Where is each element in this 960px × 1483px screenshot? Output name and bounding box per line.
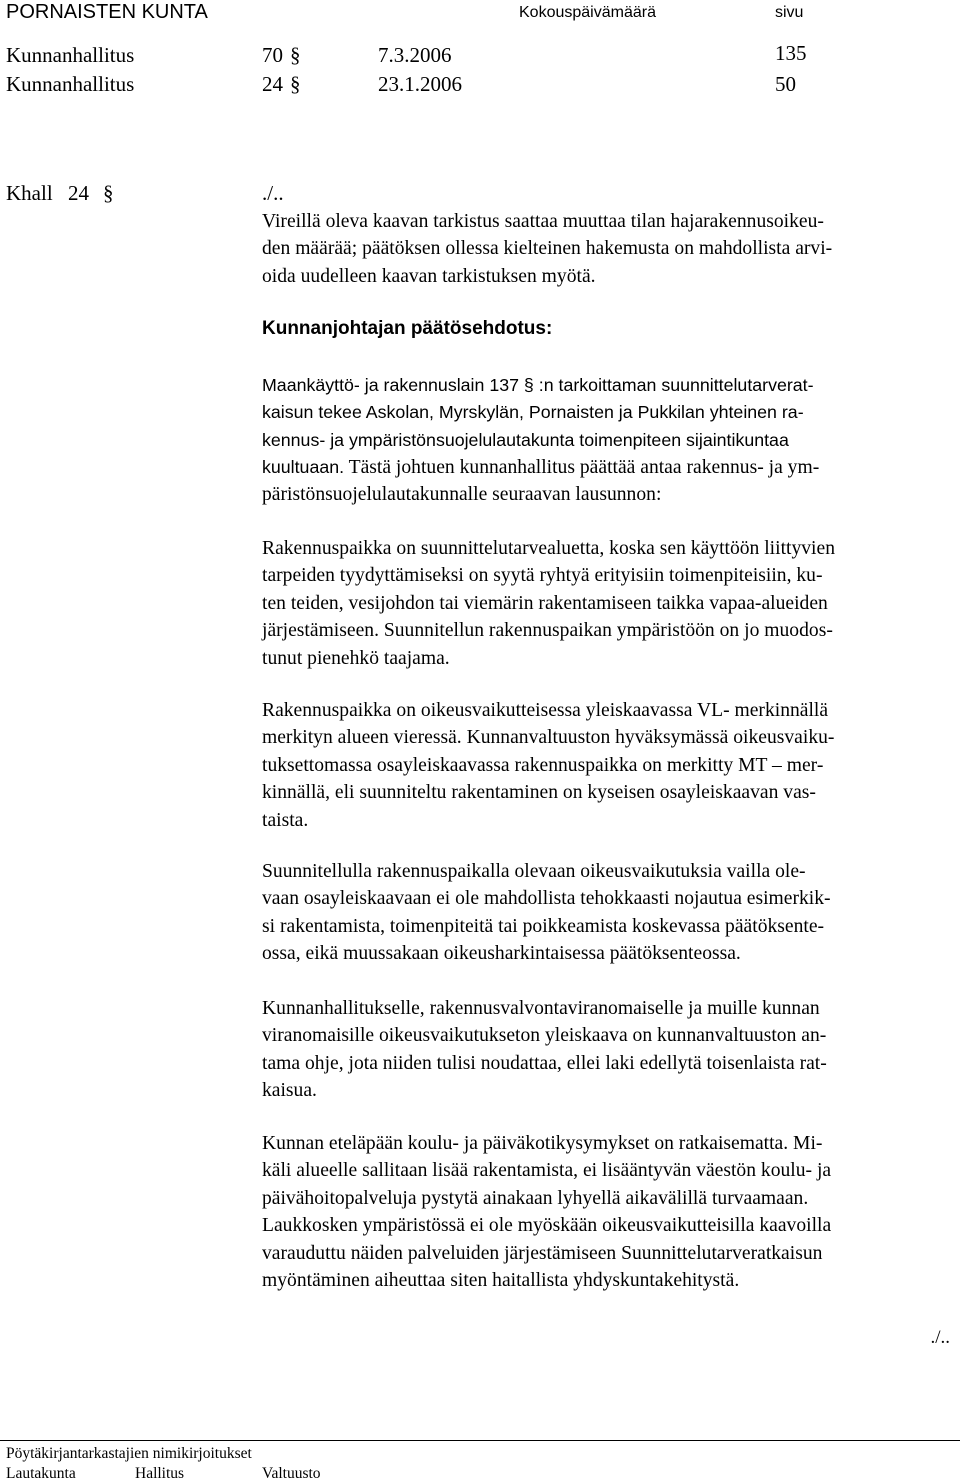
text-line: viranomaisille oikeusvaikutukseton yleiskaava on kunnanvaltuuston an-	[262, 1025, 827, 1047]
section-sign: §	[290, 43, 301, 67]
text-line: kaisun tekee Askolan, Myrskylän, Pornaisten ja Pukkilan yhteinen ra-	[262, 402, 804, 423]
signature-cell-board: Lautakunta	[6, 1465, 76, 1482]
proposal-heading: Kunnanjohtajan päätösehdotus:	[262, 318, 553, 339]
paragraph-authorities	[262, 995, 827, 1105]
text-line: tuksettomassa osayleiskaavassa rakennuspaikka on merkitty MT – mer-	[262, 754, 824, 776]
text-fragment-sans: kuultuaan.	[262, 457, 345, 477]
text-fragment-serif: Tästä johtuen kunnanhallitus päättää antaa rakennus- ja ym-	[344, 457, 820, 478]
text-line: kennus- ja ympäristönsuojelulautakunta toimenpiteen sijaintikuntaa	[262, 429, 789, 450]
text-line: tama ohje, jota niiden tulisi noudattaa, ellei laki edellytä toisenlaista rat-	[262, 1052, 827, 1074]
text-line: kinnällä, eli suunniteltu rakentaminen on kyseisen osayleiskaavan vas-	[262, 782, 816, 804]
signature-cell-government: Hallitus	[135, 1465, 185, 1482]
proposal-paragraph-continued	[262, 454, 819, 509]
text-line: Laukkosken ympäristössä ei ole myöskään oikeusvaikutteisilla kaavoilla	[262, 1215, 832, 1237]
paragraph-general-plan	[262, 697, 834, 834]
text-line: Rakennuspaikka on suunnittelutarvealuetta, koska sen käyttöön liittyvien	[262, 538, 835, 559]
text-line: tunut pienehkö taajama.	[262, 647, 450, 669]
text-line: tarpeiden tyydyttämiseksi on syytä ryhtyä erityisiin toimenpiteisiin, ku-	[262, 565, 823, 587]
date-column-label: Kokouspäivämäärä	[519, 4, 656, 21]
text-line: järjestämiseen. Suunnitellun rakennuspaikan ympäristöön on jo muodos-	[262, 620, 833, 642]
meeting-page: 50	[775, 72, 796, 96]
organization-name: PORNAISTEN KUNTA	[6, 1, 208, 23]
text-line: myöntäminen aiheuttaa siten haitallista yhdyskuntakehitystä.	[262, 1270, 740, 1292]
paragraph-decision-making	[262, 858, 831, 968]
text-line: varauduttu näiden palveluiden järjestämiseen Suunnittelutarveratkaisun	[262, 1242, 823, 1264]
meeting-date: 23.1.2006	[378, 72, 462, 96]
text-line: vaan osayleiskaavaan ei ole mahdollista tehokkaasti nojautua esimerkik-	[262, 888, 831, 910]
text-line: Kunnan eteläpään koulu- ja päiväkotikysymykset on ratkaisematta. Mi-	[262, 1133, 823, 1154]
continuation-mark: ./..	[262, 181, 284, 205]
intro-paragraph	[262, 208, 832, 290]
meeting-page: 135	[775, 41, 807, 65]
meeting-body: Kunnanhallitus	[6, 43, 135, 67]
text-line: ten teiden, vesijohdon tai viemärin rakentamiseen taikka vapaa-alueiden	[262, 592, 828, 614]
meeting-date: 7.3.2006	[378, 43, 452, 67]
section-sign: §	[290, 72, 301, 96]
text-line: si rakentamista, toimenpiteitä tai poikkeamista koskevassa päätöksente-	[262, 915, 825, 937]
page-column-label: sivu	[775, 4, 804, 21]
text-line: käli alueelle sallitaan lisää rakentamista, ei lisääntyvän väestön koulu- ja	[262, 1160, 832, 1182]
paragraph-planning-area	[262, 535, 835, 672]
proposal-paragraph	[262, 372, 814, 454]
signature-cell-council: Valtuusto	[262, 1465, 321, 1482]
text-line: päivähoitopalveluja pystytä ainakaan lyhyellä aikavälillä turvaamaan.	[262, 1187, 809, 1209]
text-line: Rakennuspaikka on oikeusvaikutteisessa yleiskaavassa VL- merkinnällä	[262, 700, 829, 721]
text-line: den määrää; päätöksen ollessa kielteinen hakemusta on mahdollista arvi-	[262, 238, 833, 260]
text-line: Vireillä oleva kaavan tarkistus saattaa muuttaa tilan hajarakennusoikeu-	[262, 211, 824, 232]
paragraph-schools	[262, 1130, 831, 1294]
meeting-body: Kunnanhallitus	[6, 72, 135, 96]
text-line: taista.	[262, 809, 309, 831]
signatures-title: Pöytäkirjantarkastajien nimikirjoitukset	[6, 1445, 252, 1462]
meeting-number: 70	[262, 43, 283, 67]
text-line: päristönsuojelulautakunnalle seuraavan lausunnon:	[262, 484, 662, 506]
item-number: 24	[68, 181, 89, 205]
text-line: Suunnitellulla rakennuspaikalla olevaan oikeusvaikutuksia vailla ole-	[262, 861, 806, 882]
item-body-abbrev: Khall	[6, 181, 53, 205]
text-line: kaisua.	[262, 1080, 317, 1102]
item-section-sign: §	[103, 181, 114, 205]
text-line: Kunnanhallitukselle, rakennusvalvontaviranomaiselle ja muille kunnan	[262, 998, 820, 1019]
text-line: oida uudelleen kaavan tarkistuksen myötä.	[262, 265, 596, 287]
text-line	[262, 454, 819, 481]
text-line: merkityn alueen vieressä. Kunnanvaltuuston hyväksymässä oikeusvaiku-	[262, 727, 835, 749]
text-line: Maankäyttö- ja rakennuslain 137 § :n tarkoittaman suunnittelutarverat-	[262, 375, 814, 395]
meeting-number: 24	[262, 72, 283, 96]
footer-divider	[0, 1440, 960, 1441]
text-line: ossa, eikä muussakaan oikeusharkintaisessa päätöksenteossa.	[262, 943, 741, 965]
end-continuation-mark: ./..	[930, 1327, 950, 1348]
